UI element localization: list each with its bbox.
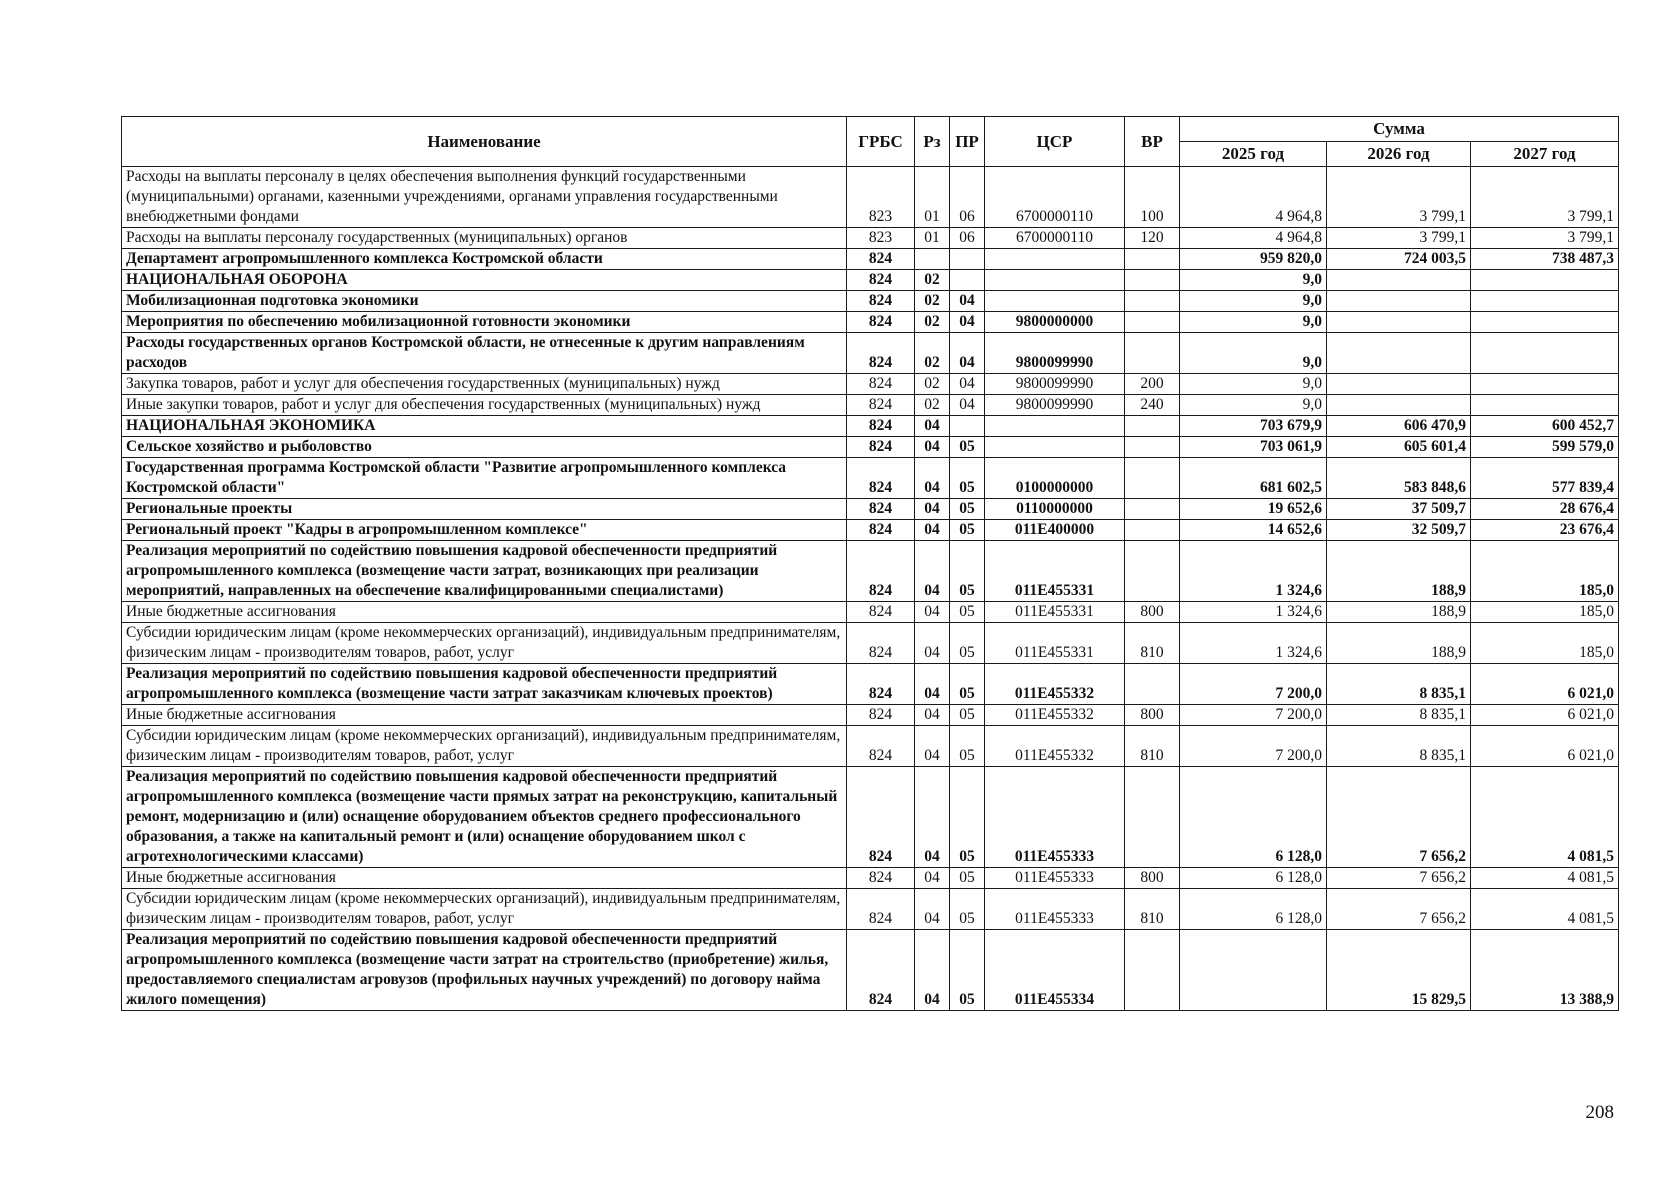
cell-name: Иные бюджетные ассигнования bbox=[122, 868, 847, 889]
cell-csr: 9800099990 bbox=[985, 395, 1125, 416]
cell-sum-2027: 738 487,3 bbox=[1471, 249, 1619, 270]
table-row bbox=[122, 291, 1619, 312]
cell-rz: 04 bbox=[915, 767, 950, 868]
header-sum: Сумма bbox=[1180, 117, 1619, 142]
cell-csr: 011E455332 bbox=[985, 664, 1125, 705]
cell-grbs: 824 bbox=[847, 726, 915, 767]
cell-pr: 05 bbox=[950, 602, 985, 623]
header-grbs: ГРБС bbox=[847, 117, 915, 167]
cell-grbs: 824 bbox=[847, 249, 915, 270]
cell-sum-2026: 583 848,6 bbox=[1327, 458, 1471, 499]
cell-sum-2027 bbox=[1471, 270, 1619, 291]
cell-sum-2027: 599 579,0 bbox=[1471, 437, 1619, 458]
header-pr: ПР bbox=[950, 117, 985, 167]
cell-sum-2026: 8 835,1 bbox=[1327, 726, 1471, 767]
cell-sum-2027 bbox=[1471, 291, 1619, 312]
page-number: 208 bbox=[1585, 1102, 1614, 1123]
cell-csr: 6700000110 bbox=[985, 228, 1125, 249]
cell-csr: 011E455333 bbox=[985, 767, 1125, 868]
cell-name: Реализация мероприятий по содействию повышения кадровой обеспеченности предприятий агропромышленного комплекса (возмещение части затрат, возникающих при реализации мероприятий, направленных на обеспечение квалифицированными специалистами) bbox=[122, 541, 847, 602]
cell-pr: 05 bbox=[950, 705, 985, 726]
cell-pr: 05 bbox=[950, 541, 985, 602]
cell-grbs: 824 bbox=[847, 623, 915, 664]
header-year-2027: 2027 год bbox=[1471, 142, 1619, 167]
header-rz: Рз bbox=[915, 117, 950, 167]
cell-sum-2025: 1 324,6 bbox=[1180, 623, 1327, 664]
cell-pr: 04 bbox=[950, 333, 985, 374]
cell-grbs: 824 bbox=[847, 767, 915, 868]
cell-sum-2027 bbox=[1471, 395, 1619, 416]
cell-csr: 011E455334 bbox=[985, 930, 1125, 1011]
cell-rz: 04 bbox=[915, 889, 950, 930]
cell-pr: 05 bbox=[950, 664, 985, 705]
cell-pr: 05 bbox=[950, 623, 985, 664]
table-row bbox=[122, 930, 1619, 1011]
cell-pr bbox=[950, 416, 985, 437]
cell-csr: 9800099990 bbox=[985, 333, 1125, 374]
cell-sum-2027: 185,0 bbox=[1471, 541, 1619, 602]
table-row bbox=[122, 499, 1619, 520]
table-row bbox=[122, 520, 1619, 541]
cell-name: Мобилизационная подготовка экономики bbox=[122, 291, 847, 312]
cell-csr: 011E455331 bbox=[985, 623, 1125, 664]
cell-sum-2025: 19 652,6 bbox=[1180, 499, 1327, 520]
cell-vr: 800 bbox=[1125, 602, 1180, 623]
cell-csr: 6700000110 bbox=[985, 167, 1125, 228]
cell-csr: 011E400000 bbox=[985, 520, 1125, 541]
cell-rz: 02 bbox=[915, 333, 950, 374]
cell-name: НАЦИОНАЛЬНАЯ ОБОРОНА bbox=[122, 270, 847, 291]
cell-vr: 240 bbox=[1125, 395, 1180, 416]
cell-pr: 05 bbox=[950, 499, 985, 520]
cell-sum-2025: 9,0 bbox=[1180, 312, 1327, 333]
cell-vr: 800 bbox=[1125, 868, 1180, 889]
cell-sum-2025: 7 200,0 bbox=[1180, 664, 1327, 705]
cell-grbs: 824 bbox=[847, 458, 915, 499]
cell-sum-2025: 9,0 bbox=[1180, 333, 1327, 374]
cell-rz: 04 bbox=[915, 437, 950, 458]
cell-grbs: 824 bbox=[847, 270, 915, 291]
cell-sum-2027 bbox=[1471, 333, 1619, 374]
cell-name: Субсидии юридическим лицам (кроме некоммерческих организаций), индивидуальным предпринимателям, физическим лицам - производителям товаров, работ, услуг bbox=[122, 623, 847, 664]
cell-pr: 05 bbox=[950, 889, 985, 930]
cell-rz: 04 bbox=[915, 726, 950, 767]
cell-sum-2027 bbox=[1471, 312, 1619, 333]
table-row bbox=[122, 889, 1619, 930]
cell-sum-2025: 959 820,0 bbox=[1180, 249, 1327, 270]
cell-pr: 05 bbox=[950, 458, 985, 499]
cell-rz bbox=[915, 249, 950, 270]
cell-grbs: 824 bbox=[847, 291, 915, 312]
cell-grbs: 824 bbox=[847, 930, 915, 1011]
cell-grbs: 824 bbox=[847, 333, 915, 374]
cell-name: Государственная программа Костромской области "Развитие агропромышленного комплекса Костромской области" bbox=[122, 458, 847, 499]
table-row bbox=[122, 705, 1619, 726]
cell-rz: 02 bbox=[915, 395, 950, 416]
table-row bbox=[122, 602, 1619, 623]
cell-rz: 02 bbox=[915, 270, 950, 291]
cell-pr: 05 bbox=[950, 930, 985, 1011]
cell-vr bbox=[1125, 416, 1180, 437]
cell-name: Субсидии юридическим лицам (кроме некоммерческих организаций), индивидуальным предпринимателям, физическим лицам - производителям товаров, работ, услуг bbox=[122, 726, 847, 767]
cell-rz: 04 bbox=[915, 520, 950, 541]
table-row bbox=[122, 541, 1619, 602]
cell-vr bbox=[1125, 291, 1180, 312]
cell-sum-2026 bbox=[1327, 291, 1471, 312]
cell-rz: 02 bbox=[915, 291, 950, 312]
cell-vr bbox=[1125, 541, 1180, 602]
cell-sum-2025: 1 324,6 bbox=[1180, 602, 1327, 623]
cell-sum-2026 bbox=[1327, 312, 1471, 333]
cell-sum-2025: 4 964,8 bbox=[1180, 167, 1327, 228]
cell-sum-2027: 23 676,4 bbox=[1471, 520, 1619, 541]
cell-csr: 9800000000 bbox=[985, 312, 1125, 333]
cell-sum-2025: 703 061,9 bbox=[1180, 437, 1327, 458]
table-row bbox=[122, 437, 1619, 458]
cell-pr bbox=[950, 249, 985, 270]
table-row bbox=[122, 767, 1619, 868]
cell-sum-2026 bbox=[1327, 374, 1471, 395]
cell-grbs: 824 bbox=[847, 602, 915, 623]
cell-sum-2027: 4 081,5 bbox=[1471, 889, 1619, 930]
cell-sum-2025: 6 128,0 bbox=[1180, 889, 1327, 930]
cell-rz: 04 bbox=[915, 416, 950, 437]
cell-sum-2026: 37 509,7 bbox=[1327, 499, 1471, 520]
cell-sum-2026: 606 470,9 bbox=[1327, 416, 1471, 437]
cell-sum-2026 bbox=[1327, 270, 1471, 291]
cell-name: Расходы государственных органов Костромской области, не отнесенные к другим направлениям расходов bbox=[122, 333, 847, 374]
cell-pr bbox=[950, 270, 985, 291]
cell-sum-2026 bbox=[1327, 333, 1471, 374]
header-csr: ЦСР bbox=[985, 117, 1125, 167]
cell-sum-2025: 14 652,6 bbox=[1180, 520, 1327, 541]
cell-pr: 06 bbox=[950, 228, 985, 249]
cell-sum-2026: 188,9 bbox=[1327, 602, 1471, 623]
cell-name: Сельское хозяйство и рыболовство bbox=[122, 437, 847, 458]
cell-csr: 011E455332 bbox=[985, 726, 1125, 767]
table-row bbox=[122, 374, 1619, 395]
cell-sum-2025: 4 964,8 bbox=[1180, 228, 1327, 249]
cell-rz: 04 bbox=[915, 602, 950, 623]
cell-sum-2027: 4 081,5 bbox=[1471, 868, 1619, 889]
cell-grbs: 824 bbox=[847, 664, 915, 705]
cell-rz: 02 bbox=[915, 374, 950, 395]
cell-grbs: 824 bbox=[847, 395, 915, 416]
cell-sum-2025: 6 128,0 bbox=[1180, 767, 1327, 868]
cell-pr: 04 bbox=[950, 374, 985, 395]
cell-sum-2027: 6 021,0 bbox=[1471, 726, 1619, 767]
cell-vr bbox=[1125, 333, 1180, 374]
cell-sum-2027: 13 388,9 bbox=[1471, 930, 1619, 1011]
cell-name: Департамент агропромышленного комплекса Костромской области bbox=[122, 249, 847, 270]
cell-sum-2025: 681 602,5 bbox=[1180, 458, 1327, 499]
cell-grbs: 824 bbox=[847, 499, 915, 520]
cell-sum-2026: 7 656,2 bbox=[1327, 889, 1471, 930]
cell-grbs: 824 bbox=[847, 416, 915, 437]
cell-name: Иные бюджетные ассигнования bbox=[122, 602, 847, 623]
cell-sum-2027: 4 081,5 bbox=[1471, 767, 1619, 868]
cell-grbs: 823 bbox=[847, 228, 915, 249]
cell-csr: 011E455332 bbox=[985, 705, 1125, 726]
cell-rz: 04 bbox=[915, 541, 950, 602]
cell-vr bbox=[1125, 249, 1180, 270]
cell-csr: 011E455333 bbox=[985, 889, 1125, 930]
cell-vr bbox=[1125, 499, 1180, 520]
cell-rz: 04 bbox=[915, 499, 950, 520]
header-year-2025: 2025 год bbox=[1180, 142, 1327, 167]
cell-rz: 04 bbox=[915, 664, 950, 705]
cell-vr bbox=[1125, 930, 1180, 1011]
table-row bbox=[122, 416, 1619, 437]
cell-sum-2025: 7 200,0 bbox=[1180, 726, 1327, 767]
cell-rz: 04 bbox=[915, 623, 950, 664]
header-year-2026: 2026 год bbox=[1327, 142, 1471, 167]
cell-vr bbox=[1125, 437, 1180, 458]
cell-rz: 04 bbox=[915, 705, 950, 726]
cell-vr: 800 bbox=[1125, 705, 1180, 726]
cell-vr: 810 bbox=[1125, 623, 1180, 664]
cell-sum-2026: 188,9 bbox=[1327, 623, 1471, 664]
table-row bbox=[122, 664, 1619, 705]
cell-csr: 011E455331 bbox=[985, 602, 1125, 623]
cell-sum-2025: 7 200,0 bbox=[1180, 705, 1327, 726]
cell-csr: 011E455331 bbox=[985, 541, 1125, 602]
cell-grbs: 824 bbox=[847, 437, 915, 458]
cell-name: Закупка товаров, работ и услуг для обеспечения государственных (муниципальных) нужд bbox=[122, 374, 847, 395]
table-row bbox=[122, 395, 1619, 416]
table-row bbox=[122, 333, 1619, 374]
cell-csr: 0110000000 bbox=[985, 499, 1125, 520]
cell-sum-2026: 32 509,7 bbox=[1327, 520, 1471, 541]
cell-rz: 04 bbox=[915, 930, 950, 1011]
budget-table bbox=[121, 116, 1619, 1011]
cell-pr: 05 bbox=[950, 726, 985, 767]
cell-csr bbox=[985, 437, 1125, 458]
cell-vr bbox=[1125, 767, 1180, 868]
table-row bbox=[122, 167, 1619, 228]
header-vr: ВР bbox=[1125, 117, 1180, 167]
cell-vr bbox=[1125, 520, 1180, 541]
cell-name: Региональные проекты bbox=[122, 499, 847, 520]
table-row bbox=[122, 458, 1619, 499]
cell-sum-2025 bbox=[1180, 930, 1327, 1011]
table-body bbox=[122, 167, 1619, 1011]
cell-name: НАЦИОНАЛЬНАЯ ЭКОНОМИКА bbox=[122, 416, 847, 437]
cell-name: Иные закупки товаров, работ и услуг для обеспечения государственных (муниципальных) нужд bbox=[122, 395, 847, 416]
cell-grbs: 824 bbox=[847, 705, 915, 726]
cell-grbs: 823 bbox=[847, 167, 915, 228]
cell-grbs: 824 bbox=[847, 312, 915, 333]
cell-sum-2026: 7 656,2 bbox=[1327, 868, 1471, 889]
cell-sum-2027: 185,0 bbox=[1471, 602, 1619, 623]
table-row bbox=[122, 868, 1619, 889]
cell-vr: 200 bbox=[1125, 374, 1180, 395]
cell-rz: 02 bbox=[915, 312, 950, 333]
cell-sum-2025: 1 324,6 bbox=[1180, 541, 1327, 602]
table-row bbox=[122, 726, 1619, 767]
cell-pr: 04 bbox=[950, 312, 985, 333]
cell-sum-2025: 6 128,0 bbox=[1180, 868, 1327, 889]
cell-rz: 04 bbox=[915, 458, 950, 499]
cell-sum-2026: 3 799,1 bbox=[1327, 228, 1471, 249]
cell-grbs: 824 bbox=[847, 374, 915, 395]
header-name: Наименование bbox=[122, 117, 847, 167]
table-row bbox=[122, 270, 1619, 291]
cell-sum-2026: 3 799,1 bbox=[1327, 167, 1471, 228]
cell-sum-2026: 724 003,5 bbox=[1327, 249, 1471, 270]
cell-sum-2027: 185,0 bbox=[1471, 623, 1619, 664]
cell-name: Реализация мероприятий по содействию повышения кадровой обеспеченности предприятий агропромышленного комплекса (возмещение части затрат на строительство (приобретение) жилья, предоставляемого специалистам агровузов (профильных научных учреждений) по договору найма жилого помещения) bbox=[122, 930, 847, 1011]
cell-grbs: 824 bbox=[847, 889, 915, 930]
cell-vr bbox=[1125, 270, 1180, 291]
cell-pr: 04 bbox=[950, 291, 985, 312]
cell-sum-2025: 9,0 bbox=[1180, 291, 1327, 312]
cell-name: Расходы на выплаты персоналу государственных (муниципальных) органов bbox=[122, 228, 847, 249]
cell-sum-2027: 600 452,7 bbox=[1471, 416, 1619, 437]
cell-sum-2025: 9,0 bbox=[1180, 395, 1327, 416]
table-row bbox=[122, 623, 1619, 664]
cell-name: Субсидии юридическим лицам (кроме некоммерческих организаций), индивидуальным предпринимателям, физическим лицам - производителям товаров, работ, услуг bbox=[122, 889, 847, 930]
cell-sum-2025: 9,0 bbox=[1180, 270, 1327, 291]
cell-rz: 01 bbox=[915, 167, 950, 228]
table-row bbox=[122, 228, 1619, 249]
cell-vr bbox=[1125, 312, 1180, 333]
cell-csr bbox=[985, 270, 1125, 291]
cell-grbs: 824 bbox=[847, 520, 915, 541]
table-row bbox=[122, 312, 1619, 333]
cell-pr: 06 bbox=[950, 167, 985, 228]
cell-name: Реализация мероприятий по содействию повышения кадровой обеспеченности предприятий агропромышленного комплекса (возмещение части прямых затрат на реконструкцию, капитальный ремонт, модернизацию и (или) оснащение оборудованием объектов среднего профессионального образования, а также на капитальный ремонт и (или) оснащение оборудованием школ с агротехнологическими классами) bbox=[122, 767, 847, 868]
cell-sum-2027: 6 021,0 bbox=[1471, 664, 1619, 705]
cell-rz: 04 bbox=[915, 868, 950, 889]
cell-pr: 04 bbox=[950, 395, 985, 416]
cell-pr: 05 bbox=[950, 437, 985, 458]
cell-csr: 9800099990 bbox=[985, 374, 1125, 395]
cell-sum-2027: 3 799,1 bbox=[1471, 167, 1619, 228]
cell-sum-2025: 9,0 bbox=[1180, 374, 1327, 395]
cell-sum-2027: 3 799,1 bbox=[1471, 228, 1619, 249]
table-row bbox=[122, 249, 1619, 270]
cell-csr: 011E455333 bbox=[985, 868, 1125, 889]
cell-sum-2027 bbox=[1471, 374, 1619, 395]
cell-name: Региональный проект "Кадры в агропромышленном комплексе" bbox=[122, 520, 847, 541]
cell-vr: 810 bbox=[1125, 726, 1180, 767]
cell-vr bbox=[1125, 458, 1180, 499]
cell-sum-2026: 7 656,2 bbox=[1327, 767, 1471, 868]
cell-sum-2026: 188,9 bbox=[1327, 541, 1471, 602]
cell-sum-2027: 28 676,4 bbox=[1471, 499, 1619, 520]
cell-vr bbox=[1125, 664, 1180, 705]
cell-sum-2027: 6 021,0 bbox=[1471, 705, 1619, 726]
cell-csr bbox=[985, 249, 1125, 270]
cell-grbs: 824 bbox=[847, 541, 915, 602]
cell-sum-2026: 605 601,4 bbox=[1327, 437, 1471, 458]
cell-vr: 810 bbox=[1125, 889, 1180, 930]
cell-sum-2027: 577 839,4 bbox=[1471, 458, 1619, 499]
cell-sum-2025: 703 679,9 bbox=[1180, 416, 1327, 437]
cell-sum-2026: 8 835,1 bbox=[1327, 705, 1471, 726]
cell-sum-2026 bbox=[1327, 395, 1471, 416]
cell-name: Мероприятия по обеспечению мобилизационной готовности экономики bbox=[122, 312, 847, 333]
cell-name: Расходы на выплаты персоналу в целях обеспечения выполнения функций государственными (муниципальными) органами, казенными учреждениями, органами управления государственными внебюджетными фондами bbox=[122, 167, 847, 228]
cell-pr: 05 bbox=[950, 868, 985, 889]
cell-sum-2026: 8 835,1 bbox=[1327, 664, 1471, 705]
cell-sum-2026: 15 829,5 bbox=[1327, 930, 1471, 1011]
cell-name: Реализация мероприятий по содействию повышения кадровой обеспеченности предприятий агропромышленного комплекса (возмещение части затрат заказчикам ключевых проектов) bbox=[122, 664, 847, 705]
cell-rz: 01 bbox=[915, 228, 950, 249]
cell-csr bbox=[985, 416, 1125, 437]
cell-pr: 05 bbox=[950, 520, 985, 541]
cell-name: Иные бюджетные ассигнования bbox=[122, 705, 847, 726]
cell-pr: 05 bbox=[950, 767, 985, 868]
cell-vr: 100 bbox=[1125, 167, 1180, 228]
cell-csr bbox=[985, 291, 1125, 312]
cell-grbs: 824 bbox=[847, 868, 915, 889]
cell-vr: 120 bbox=[1125, 228, 1180, 249]
cell-csr: 0100000000 bbox=[985, 458, 1125, 499]
